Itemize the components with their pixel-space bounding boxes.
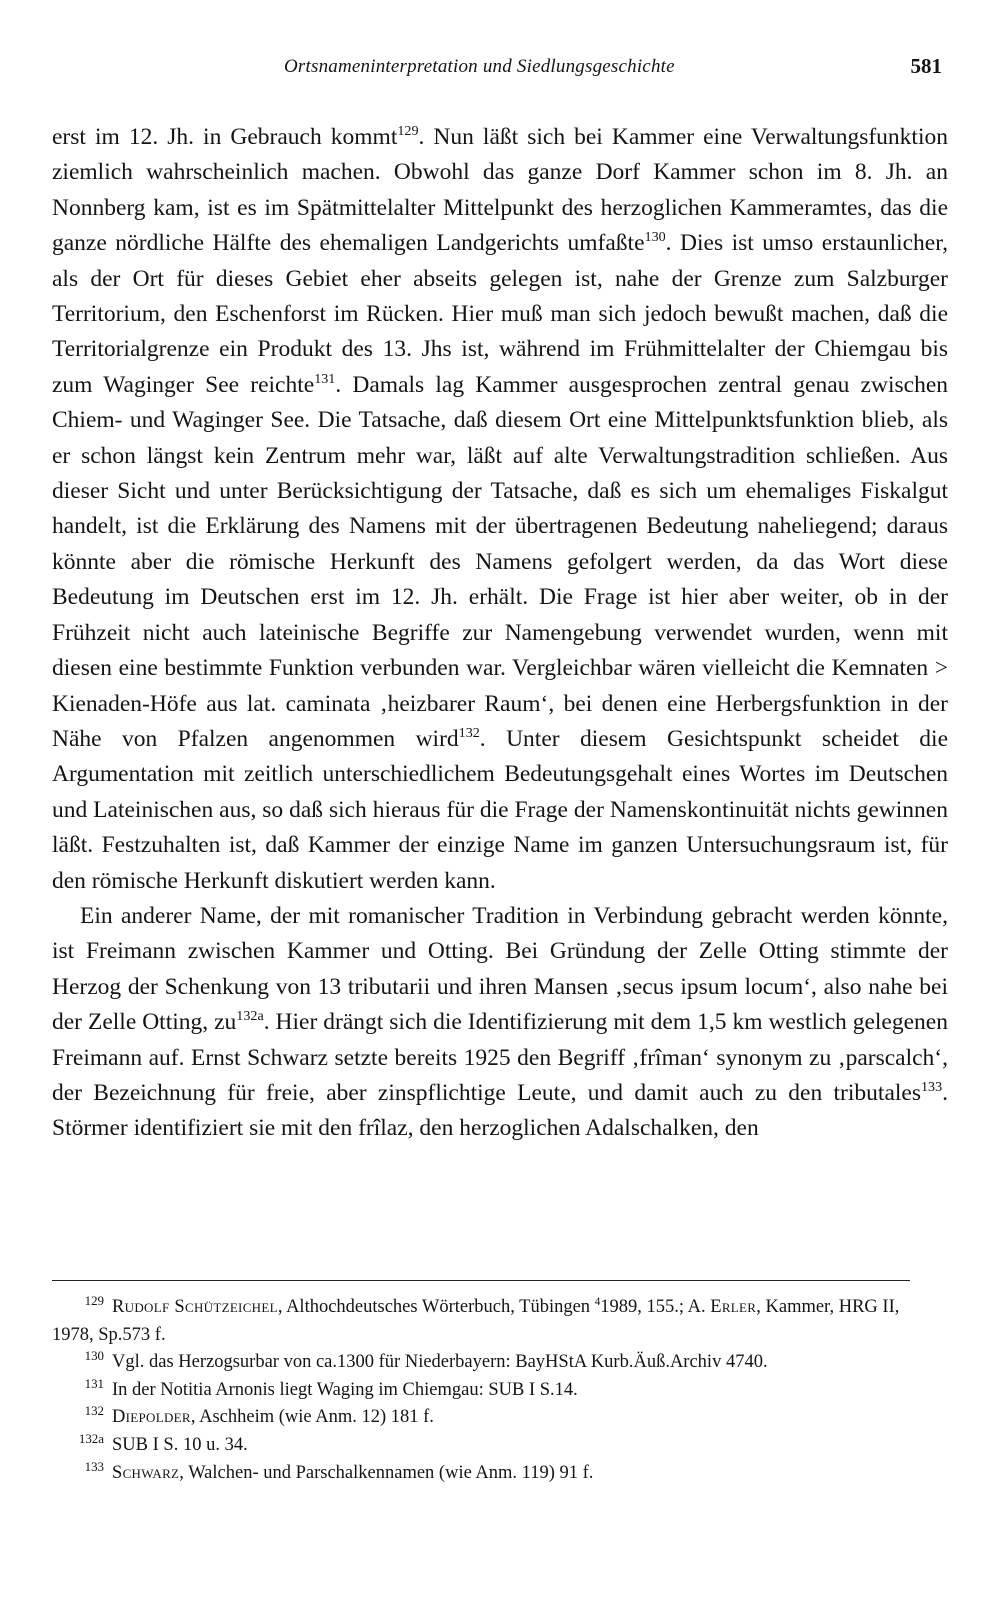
footnote-129: $^{129}$ Rudolf Schützeichel, Althochdeutsches Wörterbuch, Tübingen $^4$1989, 155.; A. Erler, Kammer, HRG II, 1978, Sp.573 f. [52,1292,900,1345]
page-number: 581 [910,54,942,78]
running-title: Ortsnameninterpretation und Siedlungsgeschichte [284,56,675,77]
footnote-author: Diepolder [112,1407,191,1428]
footnote-131: $^{131}$ In der Notitia Arnonis liegt Waging im Chiemgau: SUB I S.14. [84,1375,578,1400]
footnote-130: $^{130}$ Vgl. das Herzogsurbar von ca.1300 für Niederbayern: BayHStA Kurb.Äuß.Archiv 4740. [84,1348,768,1373]
footnote-author: Rudolf Schützeichel [112,1297,278,1317]
footnote-ref-129[interactable]: 129 [397,123,419,140]
footnote-ref-130[interactable]: 130 [644,229,666,246]
footnote-ref-133[interactable]: 133 [920,1079,943,1096]
footnotes [52,1294,930,1487]
footnote-ref-131[interactable]: 131 [314,371,336,388]
footnote-ref-132[interactable]: 132 [458,725,480,742]
footnote-132a: $^{132a}$ SUB I S. 10 u. 34. [78,1430,248,1455]
footnote-ref-132a[interactable]: 132a [236,1008,264,1025]
paragraph-2: Ein anderer Name, der mit romanischer Tradition in Verbindung gebracht werden könnte, ist Freimann zwischen Kammer und Otting. Bei Gründung der Zelle Otting stimmte der Herzog der Schenkung von 13 tributarii und ihren Mansen ‚secus ipsum locum‘, also nahe bei der Zelle Otting, $zu^{132a}$. Hier drängt sich die Identifizierung mit dem 1,5 km westlich gelegenen Freimann auf. Ernst Schwarz setzte bereits 1925 den Begriff ‚frîman‘ synonym zu ‚parscalch‘, der Bezeichnung für freie, aber zinspflichtige Leute, und damit auch zu den tributales$^{133}$. Störmer identifiziert sie mit den frîlaz, den herzoglichen Adalschalken, den [52,902,948,1142]
body-text [52,120,948,1147]
footnote-author: Schwarz [112,1462,180,1483]
footnote-133: $^{133}$ Schwarz, Walchen- und Parschalkennamen (wie Anm. 119) 91 f. [84,1458,594,1483]
paragraph-1: erst im 12. Jh. in Gebrauch kommt$^{129}$. Nun läßt sich bei Kammer eine Verwaltungsfunktion ziemlich wahrscheinlich machen. Obwohl das ganze Dorf Kammer schon im 8. Jh. an Nonnberg kam, ist es im Spätmittelalter Mittelpunkt des herzoglichen Kammeramtes, das die ganze nördliche Hälfte des ehemaligen Landgerichts umfaßte$^{130}$. Dies ist umso erstaunlicher, als der Ort für dieses Gebiet eher abseits gelegen ist, nahe der Grenze zum Salzburger Territorium, den Eschenforst im Rücken. Hier muß man sich jedoch bewußt machen, daß die Territorialgrenze ein Produkt des 13. Jhs ist, während im Frühmittelalter der Chiemgau bis zum Waginger See reichte$^{131}$. Damals lag Kammer ausgesprochen zentral genau zwischen Chiem- und Waginger See. Die Tatsache, daß diesem Ort eine Mittelpunktsfunktion blieb, als er schon längst kein Zentrum mehr war, läßt auf alte Verwaltungstradition schließen. Aus dieser Sicht und unter Berücksichtigung der Tatsache, daß es sich um ehemaliges Fiskalgut handelt, ist die Erklärung des Namens mit der übertragenen Bedeutung naheliegend; daraus könnte aber die römische Herkunft des Namens gefolgert werden, da das Wort diese Bedeutung im Deutschen erst im 12. Jh. erhält. Die Frage ist hier aber weiter, ob in der Frühzeit nicht auch lateinische Begriffe zur Namengebung verwendet wurden, wenn mit diesen eine bestimmte Funktion verbunden war. Vergleichbar wären vielleicht die Kemnaten > Kienaden-Höfe aus lat. caminata ‚heizbarer Raum‘, bei denen eine Herbergsfunktion in der Nähe von Pfalzen angenommen wird$^{132}$. Unter diesem Gesichtspunkt scheidet die Argumentation mit zeitlich unterschiedlichem Bedeutungsgehalt eines Wortes im Deutschen und Lateinischen aus, so daß sich hieraus für die Frage der Namenskontinuität nichts gewinnen läßt. Festzuhalten ist, daß Kammer der einzige Name im ganzen Untersuchungsraum ist, für den römische Herkunft diskutiert werden kann. [52,123,948,894]
footnote-divider [52,1280,910,1281]
footnote-author: Erler [710,1297,757,1317]
footnote-132: $^{132}$ Diepolder, Aschheim (wie Anm. 12) 181 f. [84,1403,434,1428]
page-header [52,56,948,92]
